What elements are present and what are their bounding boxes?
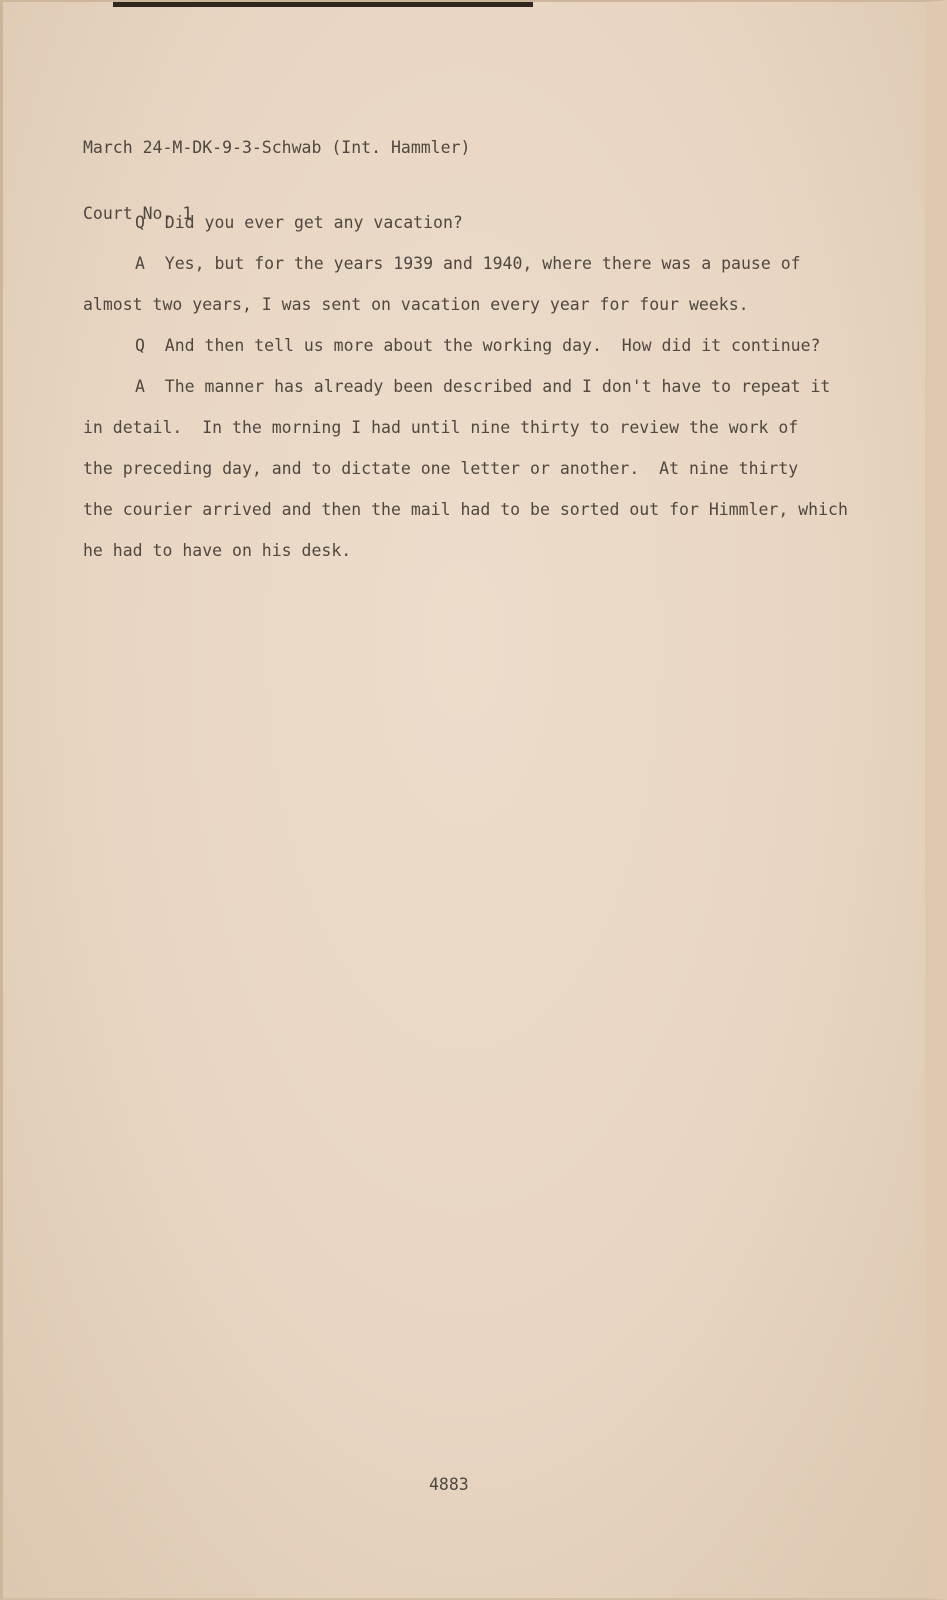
transcript-line: in detail. In the morning I had until nine thirty to review the work of	[83, 418, 799, 437]
transcript-line: almost two years, I was sent on vacation every year for four weeks.	[83, 295, 749, 314]
page-number: 4883	[429, 1475, 469, 1494]
transcript-line: A The manner has already been described and I don't have to repeat it	[135, 377, 831, 396]
transcript-line: Q And then tell us more about the working day. How did it continue?	[135, 336, 821, 355]
transcript-body	[83, 212, 883, 581]
top-edge-shadow	[113, 2, 533, 7]
header-court: Court No. 1	[83, 204, 193, 223]
transcript-line: he had to have on his desk.	[83, 541, 352, 560]
transcript-line: A Yes, but for the years 1939 and 1940, where there was a pause of	[135, 254, 801, 273]
header-reference: March 24-M-DK-9-3-Schwab (Int. Hammler)	[83, 138, 471, 157]
transcript-line: the preceding day, and to dictate one letter or another. At nine thirty	[83, 459, 799, 478]
transcript-line: Q Did you ever get any vacation?	[135, 213, 463, 232]
transcript-line: the courier arrived and then the mail had to be sorted out for Himmler, which	[83, 500, 848, 519]
